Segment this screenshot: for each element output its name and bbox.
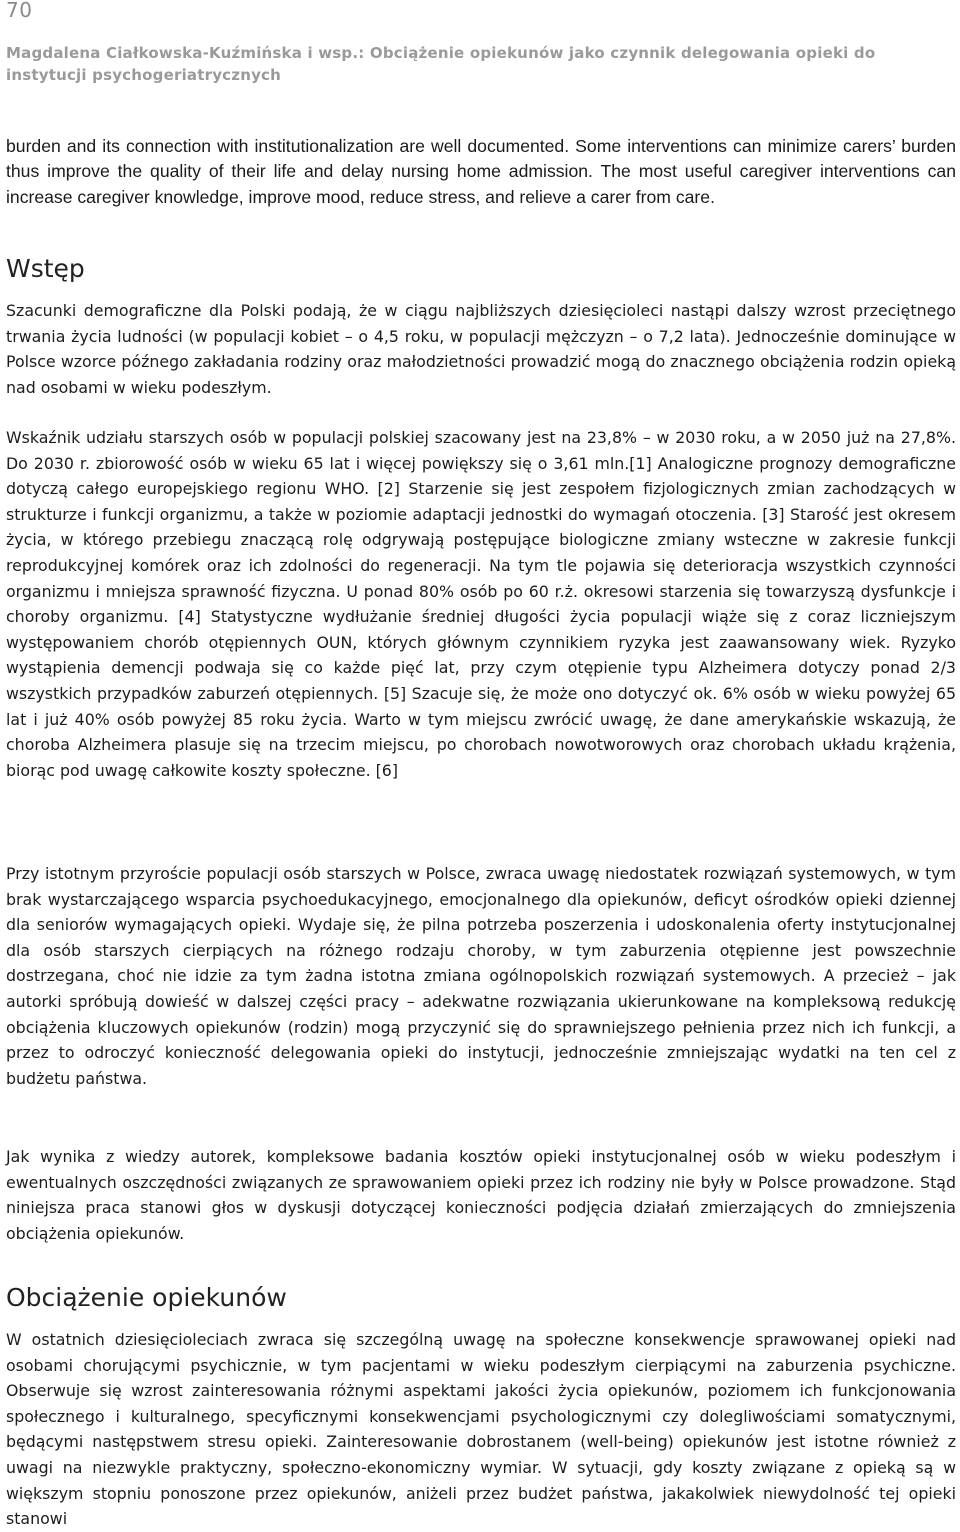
paragraph-wstep-2: Wskaźnik udziału starszych osób w populacji polskiej szacowany jest na 23,8% – w 2030 roku, a w 2050 już na 27,8%. Do 2030 r. zbiorowość osób w wieku 65 lat i więcej powiększy się o 3,61 mln.[1] Analogiczne prognozy demograficzne dotyczą całego europejskiego regionu WHO. [2] Starzenie się jest zespołem fizjologicznych zmian zachodzących w strukturze i funkcji organizmu, a także w poziomie adaptacji jednostki do wymagań otoczenia. [3] Starość jest okresem życia, w którego przebiegu znaczącą rolę odgrywają postępujące biologiczne zmiany wsteczne w zakresie funkcji reprodukcyjnej komórek oraz ich zdolności do regeneracji. Na tym tle pojawia się deterioracja wszystkich czynności organizmu i mniejsza sprawność fizyczna. U ponad 80% osób po 60 r.ż. okresowi starzenia się towarzyszą dysfunkcje i choroby organizmu. [4] Statystyczne wydłużanie średniej długości życia populacji wiąże się z coraz liczniejszym występowaniem chorób otępiennych OUN, których głównym czynnikiem ryzyka jest zaawansowany wiek. Ryzyko wystąpienia demencji podwaja się co każde pięć lat, przy czym otępienie typu Alzheimera dotyczy ponad 2/3 wszystkich przypadków zaburzeń otępiennych. [5] Szacuje się, że może ono dotyczyć ok. 6% osób w wieku powyżej 65 lat i już 40% osób powyżej 85 roku życia. Warto w tym miejscu zwrócić uwagę, że dane amerykańskie wskazują, że choroba Alzheimera plasuje się na trzecim miejscu, po chorobach nowotworowych oraz chorobach układu krążenia, biorąc pod uwagę całkowite koszty społeczne. [6] — [6, 428, 956, 780]
running-head-separator: : — [358, 44, 370, 62]
page-number: 70 — [6, 0, 33, 22]
running-head-authors: Magdalena Ciałkowska-Kuźmińska i wsp. — [6, 44, 359, 62]
section-heading-wstep: Wstęp — [6, 254, 85, 283]
abstract-continuation: burden and its connection with institutionalization are well documented. Some interventions can minimize carers’ burden thus improve the quality of their life and delay nursing home admission. The most useful caregiver interventions can increase caregiver knowledge, improve mood, reduce stress, and relieve a carer from care. — [6, 135, 956, 207]
paragraph-wstep-1: Szacunki demograficzne dla Polski podają, że w ciągu najbliższych dziesięcioleci nastąpi dalszy wzrost przeciętnego trwania życia ludności (w populacji kobiet – o 4,5 roku, w populacji mężczyzn – o 7,2 lata). Jednocześnie dominujące w Polsce wzorce późnego zakładania rodziny oraz małodzietności prowadzić mogą do znacznego obciążenia rodzin opieką nad osobami w wieku podeszłym. — [6, 301, 956, 397]
paragraph-obciazenie-1: W ostatnich dziesięcioleciach zwraca się szczególną uwagę na społeczne konsekwencje sprawowanej opieki nad osobami chorującymi psychicznie, w tym pacjentami w wieku podeszłym cierpiącymi na zaburzenia psychiczne. Obserwuje się wzrost zainteresowania różnymi aspektami jakości życia opiekunów, poziomem ich funkcjonowania społecznego i kulturalnego, specyficznymi konsekwencjami psychologicznymi czy dolegliwościami somatycznymi, będącymi następstwem stresu opieki. Zainteresowanie dobrostanem (well-being) opiekunów jest istotne również z uwagi na niezwykle praktyczny, społeczno-ekonomiczny wymiar. W sytuacji, gdy koszty związane z opieką są w większym stopniu ponoszone przez opiekunów, aniżeli przez budżet państwa, jakakolwiek niewydolność tej opieki stanowi — [6, 1330, 956, 1529]
running-head-title: Obciążenie opiekunów jako czynnik delegowania opieki do instytucji psychogeriatrycznych — [6, 44, 876, 84]
running-head — [6, 42, 946, 86]
paragraph-wstep-3: Przy istotnym przyroście populacji osób starszych w Polsce, zwraca uwagę niedostatek rozwiązań systemowych, w tym brak wystarczającego wsparcia psychoedukacyjnego, emocjonalnego dla opiekunów, deficyt ośrodków opieki dziennej dla seniorów wymagających opieki. Wydaje się, że pilna potrzeba poszerzenia i udoskonalenia oferty instytucjonalnej dla osób starszych cierpiących na różnego rodzaju choroby, w tym zaburzenia otępienne jest powszechnie dostrzegana, choć nie idzie za tym żadna istotna zmiana ogólnopolskich rozwiązań systemowych. A przecież – jak autorki spróbują dowieść w dalszej części pracy – adekwatne rozwiązania ukierunkowane na kompleksową redukcję obciążenia kluczowych opiekunów (rodzin) mogą przyczynić się do sprawniejszego pełnienia przez nich ich funkcji, a przez to odroczyć konieczność delegowania opieki do instytucji, jednocześnie zmniejszając wydatki na ten cel z budżetu państwa. — [6, 864, 956, 1088]
section-heading-obciazenie: Obciążenie opiekunów — [6, 1283, 287, 1312]
paragraph-wstep-4: Jak wynika z wiedzy autorek, kompleksowe badania kosztów opieki instytucjonalnej osób w wieku podeszłym i ewentualnych oszczędności związanych ze sprawowaniem opieki przez ich rodziny nie były w Polsce prowadzone. Stąd niniejsza praca stanowi głos w dyskusji dotyczącej konieczności podjęcia działań zmierzających do zmniejszenia obciążenia opiekunów. — [6, 1147, 956, 1243]
